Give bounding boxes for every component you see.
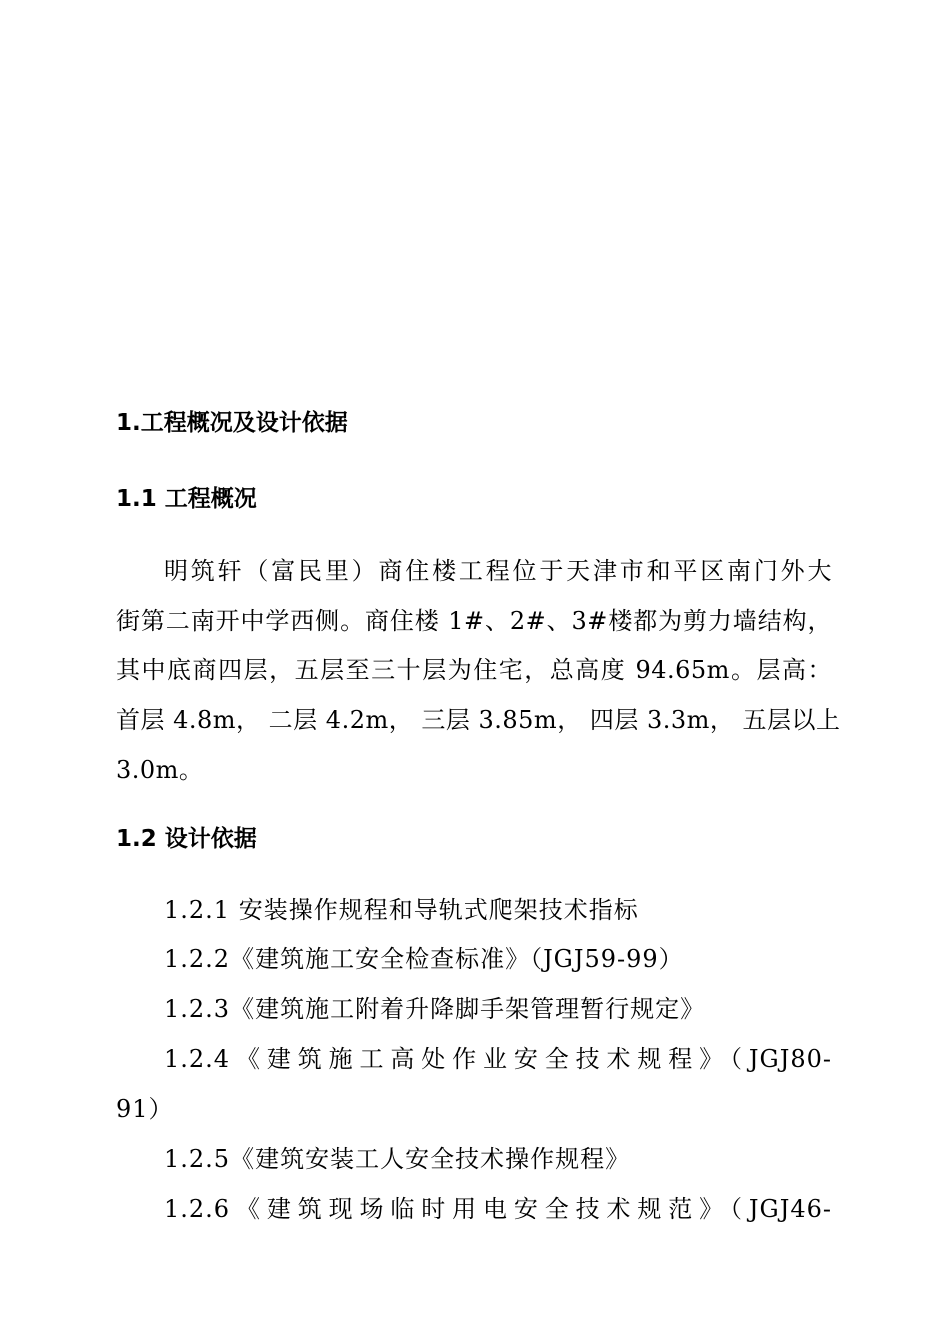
overview-paragraph-line-5: 3.0m。 (116, 756, 204, 784)
section-1-1-heading: 1.1 工程概况 (116, 486, 257, 512)
reference-item-1-2-2: 1.2.2《建筑施工安全检查标准》（JGJ59-99） (164, 945, 684, 973)
section-1-2-heading: 1.2 设计依据 (116, 826, 257, 852)
reference-item-1-2-4: 1.2.4《建筑施工高处作业安全技术规程》（JGJ80- (164, 1045, 832, 1073)
section-1-heading: 1.工程概况及设计依据 (116, 410, 348, 436)
reference-item-1-2-5: 1.2.5《建筑安装工人安全技术操作规程》 (164, 1145, 631, 1173)
reference-item-1-2-1: 1.2.1 安装操作规程和导轨式爬架技术指标 (164, 896, 639, 924)
reference-item-1-2-4-continuation: 91） (116, 1095, 174, 1123)
overview-paragraph-line-3: 其中底商四层，五层至三十层为住宅，总高度 94.65m。层高： (116, 656, 832, 684)
reference-item-1-2-3: 1.2.3《建筑施工附着升降脚手架管理暂行规定》 (164, 995, 706, 1023)
overview-paragraph-line-2: 街第二南开中学西侧。商住楼 1#、2#、3#楼都为剪力墙结构， (116, 607, 832, 635)
overview-paragraph-line-4: 首层 4.8m， 二层 4.2m， 三层 3.85m， 四层 3.3m， 五层以上 (116, 706, 841, 734)
overview-paragraph-line-1: 明筑轩（富民里）商住楼工程位于天津市和平区南门外大 (164, 557, 832, 585)
reference-item-1-2-6: 1.2.6《建筑现场临时用电安全技术规范》（JGJ46- (164, 1195, 832, 1223)
